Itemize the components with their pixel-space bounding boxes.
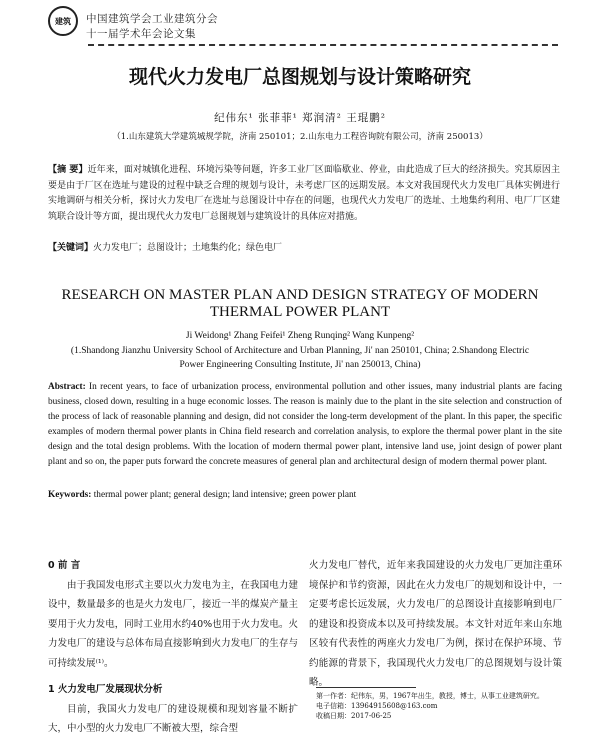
body-left-column-2 <box>48 680 298 739</box>
section-1-heading: 1 火力发电厂发展现状分析 <box>48 684 163 695</box>
footnote-rule <box>316 687 416 688</box>
header-proceedings: 十一届学术年会论文集 <box>86 28 196 40</box>
keywords-en-text: thermal power plant; general design; land intensive; green power plant <box>91 490 357 500</box>
page-title: 现代火力发电厂总图规划与设计策略研究 <box>128 66 471 88</box>
authors-en: Ji Weidong¹ Zhang Feifei¹ Zheng Runqing² Wang Kunpeng² <box>185 331 415 341</box>
abstract-cn-label: 【摘 要】 <box>48 165 88 175</box>
section-0-heading: 0 前 言 <box>48 560 81 571</box>
title-en-line1: RESEARCH ON MASTER PLAN AND DESIGN STRATEGY OF MODERN <box>61 287 539 303</box>
keywords-cn <box>48 241 560 257</box>
society-logo: 建筑 <box>48 6 78 36</box>
keywords-en <box>48 488 562 503</box>
right-column-paragraph: 火力发电厂替代，近年来我国建设的火力发电厂更加注重环境保护和节约资源，因此在火力发电厂的规划和设计中，一定要考虑长远发展，火力发电厂的总图设计直接影响到电厂的建设和投资成本以及可持续发展。本文针对近年来山东地区较有代表性的两座火力发电厂为例，探讨在保护环境、节约能源的背景下，我国现代火力发电厂的总图规划与设计策略。 <box>309 560 562 688</box>
abstract-en <box>48 380 562 470</box>
affiliation-en-line1: (1.Shandong Jianzhu University School of Architecture and Urban Planning, Ji' nan 250101, China; 2.Shandong Electric <box>70 346 530 356</box>
section-1-paragraph: 目前，我国火力发电厂的建设规模和现划容量不断扩大，中小型的火力发电厂不断被大型，综合型 <box>48 703 298 734</box>
footnote-received: 收稿日期：2017-06-25 <box>316 712 392 720</box>
abstract-en-label: Abstract: <box>48 382 86 392</box>
abstract-cn <box>48 163 560 225</box>
title-en-line2: THERMAL POWER PLANT <box>209 304 391 320</box>
affiliation-en-line2: Power Engineering Consulting Institute, Ji' nan 250013, China) <box>179 360 421 370</box>
header-org: 中国建筑学会工业建筑分会 <box>86 13 218 25</box>
footnote-author: 第一作者：纪伟东，男，1967年出生，教授，博士，从事工业建筑研究。 <box>316 692 544 700</box>
body-left-column <box>48 556 298 673</box>
affiliation-cn: （1.山东建筑大学建筑城规学院，济南 250101；2.山东电力工程咨询院有限公司，济南 250013） <box>112 132 488 142</box>
abstract-en-text: In recent years, to face of urbanization process, environmental pollution and other issues, many industrial plants are facing business, closed down, resulting in a huge economic losses. The reason is mainly due to the plant in the site selection and construction of the process of lack of reasonable planning and design, did not consider the long-term development of the plant. In this paper, the specific examples of modern thermal power plants in China field research and correlation analysis, to explore the thermal power plant in the site design and the total design problems. With the location of modern thermal power plant, intensive land use, joint design of power plant plant and so on, the paper puts forward the concrete measures of general plan and architectural design of modern thermal power plant. <box>48 382 562 467</box>
section-0-paragraph: 由于我国发电形式主要以火力发电为主，在我国电力建设中，数量最多的也是火力发电厂，接近一半的煤炭产量主要用于火力发电，同时工业用水约40%也用于火力发电。火力发电厂的建设与总体布局直接影响到火力发电厂的生存与可持续发展⁽¹⁾。 <box>48 579 298 669</box>
authors-cn: 纪伟东¹ 张菲菲¹ 郑润清² 王琨鹏² <box>214 112 386 124</box>
footnote-email: 电子信箱：13964915608@163.com <box>316 702 438 710</box>
keywords-cn-text: 火力发电厂；总图设计；土地集约化；绿色电厂 <box>93 243 283 253</box>
body-right-column <box>309 556 562 693</box>
abstract-cn-text: 近年来，面对城镇化进程、环境污染等问题，许多工业厂区面临歇业、停业，由此造成了巨大的经济损失。究其原因主要是由于厂区在选址与建设的过程中缺乏合理的规划与设计，未考虑厂区的远期发展。本文对我国现代火力发电厂具体实例进行实地调研与相关分析，探讨火力发电厂在选址与总图设计中存在的问题，也现代火力发电厂的选址、土地集约利用、电厂厂区建筑联合设计等方面，提出现代火力发电厂总图规划与建筑设计的具体应对措施。 <box>48 165 560 222</box>
keywords-en-label: Keywords: <box>48 490 92 500</box>
keywords-cn-label: 【关键词】 <box>48 243 94 253</box>
header-divider <box>88 44 558 46</box>
